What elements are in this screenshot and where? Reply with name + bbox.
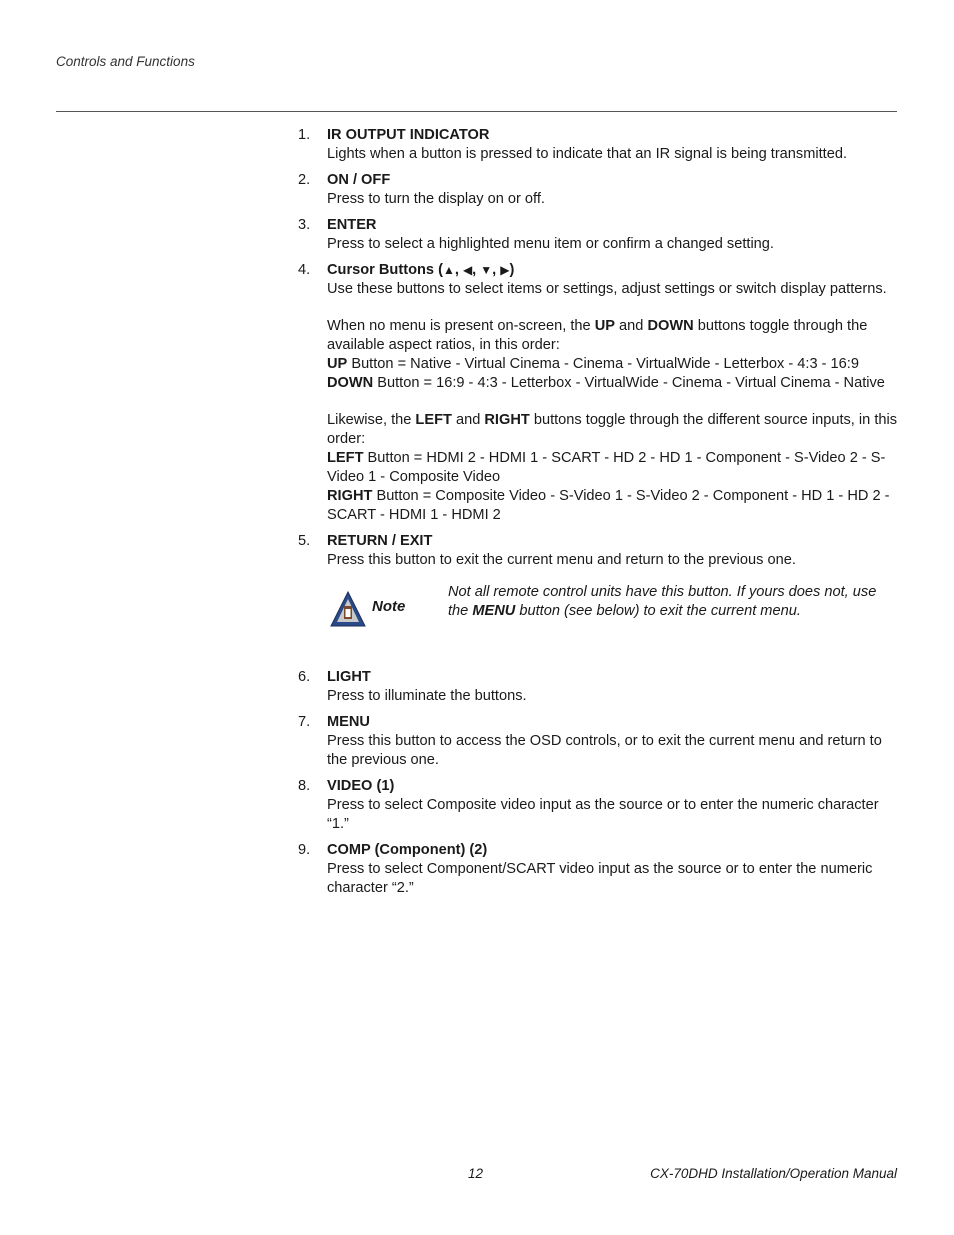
text-run: buttons toggle through the available aspect ratios, in this order: (327, 318, 868, 353)
note-label: Note (372, 598, 406, 615)
text-run: Not all remote control units have this button. If yours does not, use the (448, 584, 877, 619)
text-run: and (614, 318, 648, 334)
up-keyword: UP (594, 318, 615, 334)
up-arrow-icon: ▲ (442, 263, 455, 277)
item-title (327, 261, 900, 280)
title-separator: , (472, 262, 481, 278)
text-run: and (451, 412, 485, 428)
note-text (448, 583, 900, 621)
title-separator: , (454, 262, 463, 278)
left-arrow-icon: ◀ (462, 263, 473, 277)
right-arrow-icon: ▶ (500, 263, 510, 277)
item-title: ENTER (327, 217, 377, 233)
text-run: button (see below) to exit the current menu. (515, 603, 801, 619)
note-box (294, 583, 900, 651)
list-item (294, 841, 900, 898)
down-keyword: DOWN (647, 318, 694, 334)
list-item (294, 713, 900, 770)
item-title: ON / OFF (327, 172, 391, 188)
cursor-title-text: Cursor Buttons ( (327, 262, 443, 278)
title-separator: , (492, 262, 501, 278)
header-rule (56, 111, 897, 112)
page-number: 12 (468, 1166, 484, 1181)
item-title: IR OUTPUT INDICATOR (327, 127, 490, 143)
item-description: Press to illuminate the buttons. (327, 688, 527, 704)
right-sequence-text: Button = Composite Video - S-Video 1 - S-Video 2 - Component - HD 1 - HD 2 - SCART - HDMI 1 - HDMI 2 (327, 488, 890, 523)
item-number: 3. (298, 217, 311, 233)
right-keyword: RIGHT (484, 412, 530, 428)
left-sequence-text: Button = HDMI 2 - HDMI 1 - SCART - HD 2 - HD 1 - Component - S-Video 2 - S-Video 1 - Composite Video (327, 450, 886, 485)
main-content (294, 126, 900, 905)
item-number: 9. (298, 842, 311, 858)
running-header: Controls and Functions (56, 54, 195, 69)
left-sequence (327, 449, 900, 487)
up-sequence (327, 355, 900, 374)
list-item (294, 777, 900, 834)
list-item (294, 532, 900, 570)
left-keyword: LEFT (415, 412, 452, 428)
item-description: Lights when a button is pressed to indicate that an IR signal is being transmitted. (327, 146, 848, 162)
list-item (294, 216, 900, 254)
right-label: RIGHT (327, 488, 373, 504)
aspect-ratio-intro (327, 317, 900, 355)
item-number: 4. (298, 262, 311, 278)
item-description: Press this button to exit the current menu and return to the previous one. (327, 552, 796, 568)
text-run: Likewise, the (327, 412, 416, 428)
up-label: UP (327, 356, 348, 372)
item-title: VIDEO (1) (327, 778, 395, 794)
text-run: When no menu is present on-screen, the (327, 318, 595, 334)
source-input-intro (327, 411, 900, 449)
list-item (294, 126, 900, 164)
item-title: LIGHT (327, 669, 371, 685)
item-description: Press to select Composite video input as the source or to enter the numeric character “1.” (327, 797, 879, 832)
item-title: MENU (327, 714, 370, 730)
item-number: 5. (298, 533, 311, 549)
item-title: COMP (Component) (2) (327, 842, 488, 858)
item-description: Press to turn the display on or off. (327, 191, 545, 207)
list-item (294, 261, 900, 525)
down-arrow-icon: ▼ (480, 263, 493, 277)
item-title: RETURN / EXIT (327, 533, 433, 549)
item-number: 2. (298, 172, 311, 188)
down-sequence-text: Button = 16:9 - 4:3 - Letterbox - VirtualWide - Cinema - Virtual Cinema - Native (373, 375, 885, 391)
down-sequence (327, 374, 900, 393)
right-sequence (327, 487, 900, 525)
item-description: Use these buttons to select items or settings, adjust settings or switch display patterns. (327, 281, 887, 297)
list-item (294, 668, 900, 706)
item-description: Press to select a highlighted menu item or confirm a changed setting. (327, 236, 774, 252)
up-sequence-text: Button = Native - Virtual Cinema - Cinema - VirtualWide - Letterbox - 4:3 - 16:9 (347, 356, 859, 372)
title-end: ) (509, 262, 515, 278)
item-number: 8. (298, 778, 311, 794)
item-description: Press to select Component/SCART video input as the source or to enter the numeric character “2.” (327, 861, 873, 896)
left-label: LEFT (327, 450, 364, 466)
text-run: buttons toggle through the different source inputs, in this order: (327, 412, 898, 447)
item-number: 7. (298, 714, 311, 730)
item-description: Press this button to access the OSD controls, or to exit the current menu and return to the previous one. (327, 733, 882, 768)
menu-keyword: MENU (472, 603, 516, 619)
note-icon (330, 591, 366, 627)
item-number: 1. (298, 127, 311, 143)
down-label: DOWN (327, 375, 374, 391)
manual-title: CX-70DHD Installation/Operation Manual (650, 1166, 897, 1181)
item-number: 6. (298, 669, 311, 685)
list-item (294, 171, 900, 209)
